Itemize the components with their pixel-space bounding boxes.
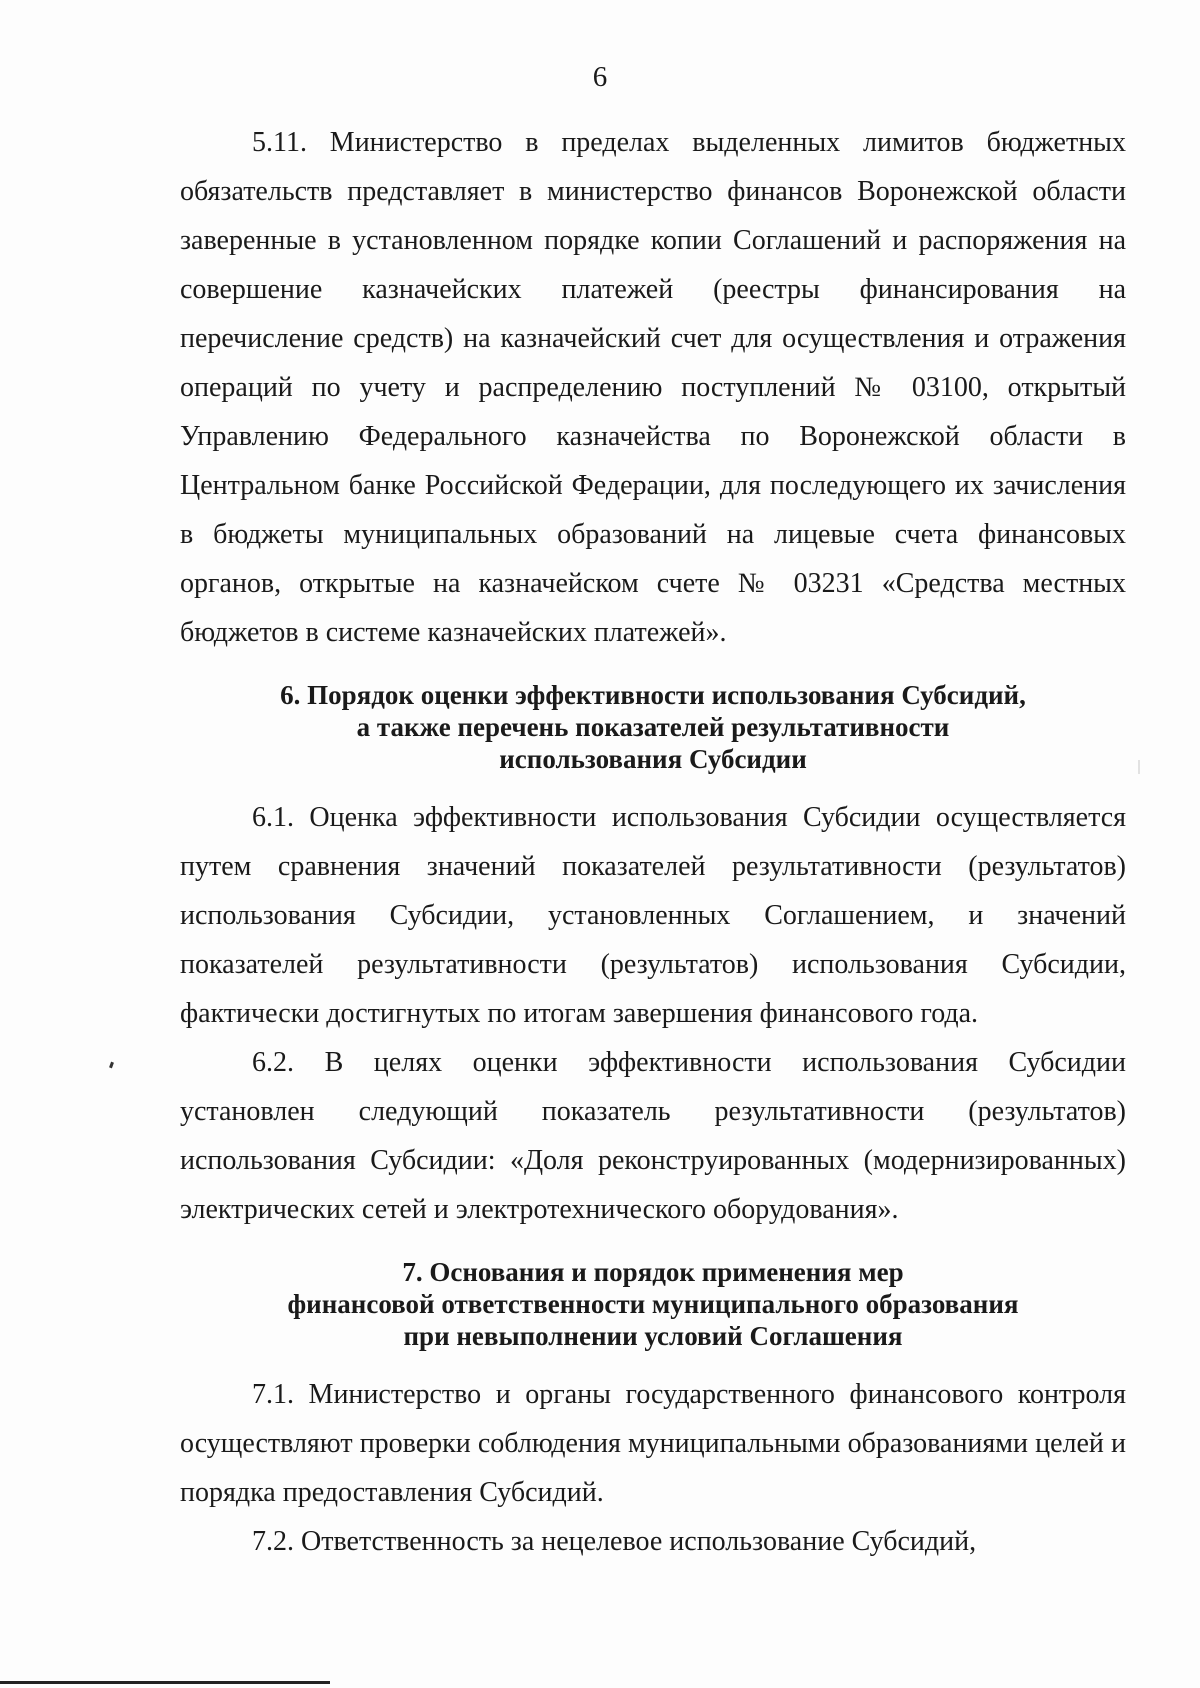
section-6-heading [180,679,1126,775]
document-body [180,118,1126,1566]
paragraph-6-2: 6.2. В целях оценки эффективности использования Субсидии установлен следующий показатель результативности (результатов) использования Субсидии: «Доля реконструированных (модернизированных) электрических сетей и электротехнического оборудования». [180,1047,1126,1225]
spacer [180,1234,1126,1256]
section-7-heading-line-2: финансовой ответственности муниципального образования [287,1289,1019,1319]
paragraph-6-1: 6.1. Оценка эффективности использования Субсидии осуществляется путем сравнения значений показателей результативности (результатов) использования Субсидии, установленных Соглашением, и значений показателей результативности (результатов) использования Субсидии, фактически достигнутых по итогам завершения финансового года. [180,802,1126,1029]
section-7-heading-line-3: при невыполнении условий Соглашения [403,1321,903,1351]
scan-speck [109,1062,114,1069]
section-7-heading-line-1: 7. Основания и порядок применения мер [402,1257,904,1287]
section-6-heading-line-1: 6. Порядок оценки эффективности использования Субсидий, [280,680,1026,710]
scan-speck [1138,760,1140,774]
spacer [180,1352,1126,1370]
section-6-heading-line-3: использования Субсидии [499,744,807,774]
paragraph-5-11: 5.11. Министерство в пределах выделенных лимитов бюджетных обязательств представляет в министерство финансов Воронежской области заверенные в установленном порядке копии Соглашений и распоряжения на совершение казначейских платежей (реестры финансирования на перечисление средств) на казначейский счет для осуществления и отражения операций по учету и распределению поступлений № 03100, открытый Управлению Федерального казначейства по Воронежской области в Центральном банке Российской Федерации, для последующего их зачисления в бюджеты муниципальных образований на лицевые счета финансовых органов, открытые на казначейском счете № 03231 «Средства местных бюджетов в системе казначейских платежей». [180,127,1126,648]
spacer [180,657,1126,679]
page-number: 6 [592,61,608,93]
paragraph-7-2: 7.2. Ответственность за нецелевое использование Субсидий, [252,1526,977,1557]
section-6-heading-line-2: а также перечень показателей результативности [356,712,950,742]
bottom-edge-rule [0,1681,330,1684]
spacer [180,775,1126,793]
paragraph-7-1: 7.1. Министерство и органы государственного финансового контроля осуществляют проверки соблюдения муниципальными образованиями целей и порядка предоставления Субсидий. [180,1379,1126,1508]
section-7-heading [180,1256,1126,1352]
